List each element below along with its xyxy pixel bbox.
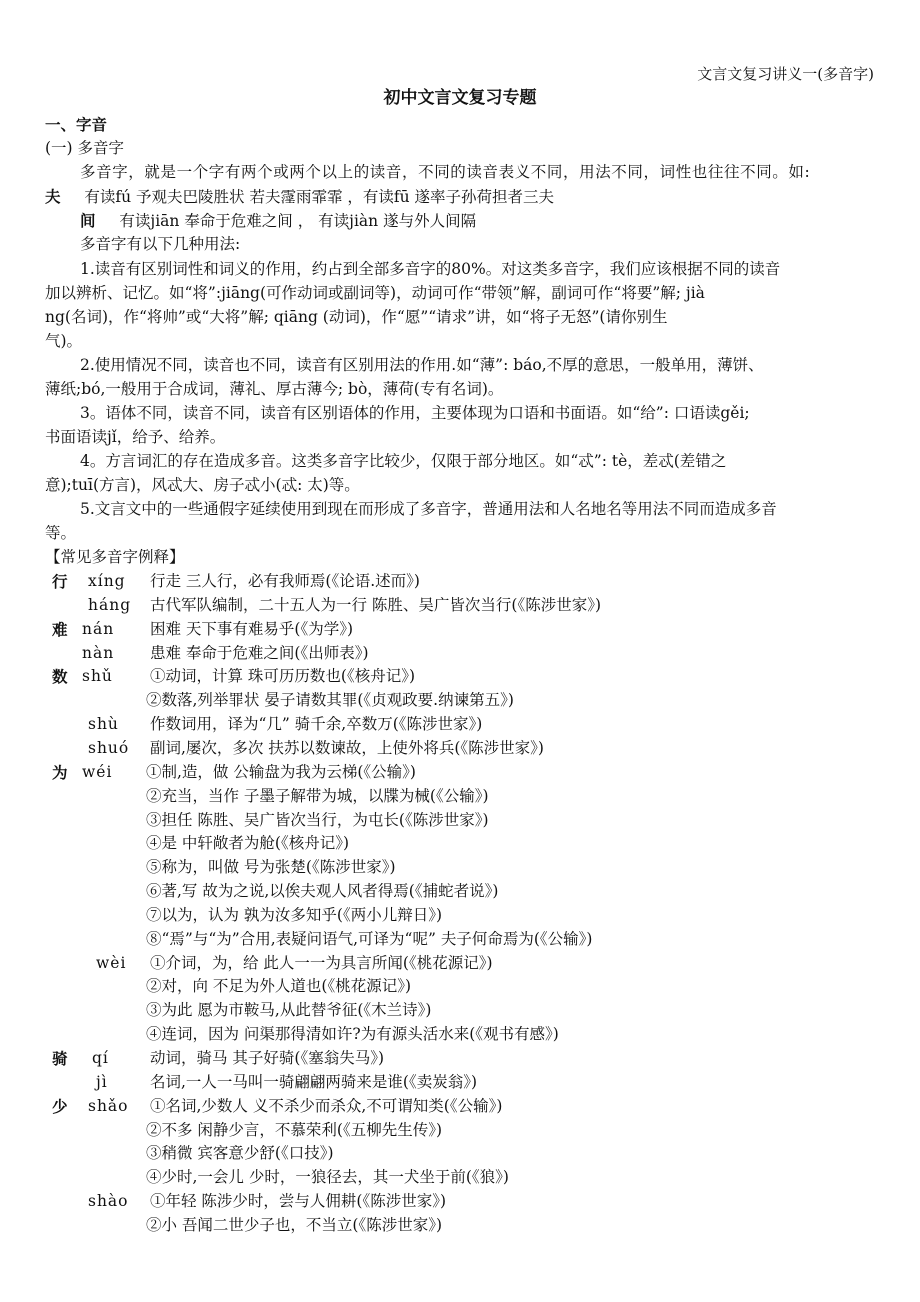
usage-line: ng(名词)，作“将帅”或“大将”解; qiāng (动词)，作“愿”“请求”讲，如“将子无怒”(请你别生 bbox=[45, 308, 668, 326]
example-char: 少 bbox=[52, 1096, 68, 1116]
usage-line: 加以辨析、记忆。如“将”:jiāng(可作动词或副词等)，动词可作“带领”解，副词可作“将要”解; jià bbox=[45, 284, 705, 302]
example-text: ⑧“焉”与“为”合用,表疑问语气,可译为“呢” 夫子何命焉为(《公输》) bbox=[146, 929, 593, 948]
intro-example-line bbox=[45, 185, 554, 209]
example-text: ①介词，为，给 此人一一为具言所闻(《桃花源记》) bbox=[150, 953, 493, 972]
example-text: ①名词,少数人 义不杀少而杀众,不可谓知类(《公输》) bbox=[150, 1096, 503, 1115]
usage-line: 2.使用情况不同，读音也不同，读音有区别用法的作用.如“薄”: báo,不厚的意思，一般单用，薄饼、 bbox=[80, 356, 764, 374]
intro-paragraph: 多音字有以下几种用法: bbox=[80, 235, 241, 253]
examples-heading: 【常见多音字例释】 bbox=[45, 548, 185, 566]
example-pinyin: jì bbox=[96, 1072, 108, 1091]
intro-example-char: 间 bbox=[80, 211, 96, 230]
example-text: ⑥著,写 故为之说,以俟夫观人风者得焉(《捕蛇者说》) bbox=[146, 882, 499, 901]
example-text: 动词，骑马 其子好骑(《塞翁失马》) bbox=[150, 1049, 385, 1067]
example-text: 行走 三人行，必有我师焉(《论语.述而》) bbox=[150, 572, 420, 590]
example-text: ①年轻 陈涉少时，尝与人佣耕(《陈涉世家》) bbox=[150, 1192, 447, 1211]
document-title: 初中文言文复习专题 bbox=[383, 88, 537, 108]
example-pinyin: qí bbox=[92, 1049, 109, 1067]
example-pinyin: shǔ bbox=[82, 667, 113, 686]
example-pinyin: shù bbox=[88, 715, 119, 734]
example-char: 骑 bbox=[52, 1049, 68, 1068]
example-text: ②不多 闲静少言，不慕荣利(《五柳先生传》) bbox=[146, 1120, 443, 1139]
example-text: ①动词，计算 珠可历历数也(《核舟记》) bbox=[150, 667, 416, 686]
example-text: 名词,一人一马叫一骑翩翩两骑来是谁(《卖炭翁》) bbox=[150, 1072, 478, 1091]
usage-line: 1.读音有区别词性和词义的作用，约占到全部多音字的80%。对这类多音字，我们应该根据不同的读音 bbox=[80, 260, 781, 278]
usage-line: 气)。 bbox=[45, 332, 83, 350]
usage-line: 意);tuī(方言)，风忒大、房子忒小(忒: 太)等。 bbox=[45, 476, 360, 494]
intro-example-text: 有读jiān 奉命于危难之间 ， 有读jiàn 遂与外人间隔 bbox=[119, 212, 477, 230]
example-text: 副词,屡次，多次 扶苏以数谏故，上使外将兵(《陈涉世家》) bbox=[150, 738, 544, 757]
example-pinyin: shuó bbox=[88, 738, 130, 757]
example-pinyin: wèi bbox=[96, 953, 127, 972]
example-text: ④是 中轩敞者为舱(《核舟记》) bbox=[146, 834, 350, 853]
example-text: 困难 天下事有难易乎(《为学》) bbox=[150, 619, 354, 638]
example-pinyin: shǎo bbox=[88, 1096, 129, 1115]
example-text: ④少时,一会儿 少时，一狼径去，其一犬坐于前(《狼》) bbox=[146, 1168, 509, 1187]
example-text: ②对，向 不足为外人道也(《桃花源记》) bbox=[146, 977, 412, 996]
subsection-heading: (一) 多音字 bbox=[45, 139, 125, 157]
example-char: 为 bbox=[52, 762, 68, 782]
example-text: ③为此 愿为市鞍马,从此替爷征(《木兰诗》) bbox=[146, 1001, 432, 1020]
usage-line: 等。 bbox=[45, 524, 77, 542]
intro-paragraph: 多音字，就是一个字有两个或两个以上的读音，不同的读音表义不同，用法不同，词性也往往不同。如: bbox=[80, 163, 811, 181]
example-pinyin: nàn bbox=[82, 643, 115, 662]
section-heading: 一、字音 bbox=[45, 115, 108, 134]
usage-line: 4。方言词汇的存在造成多音。这类多音字比较少，仅限于部分地区。如“忒”: tè，差忒(差错之 bbox=[80, 452, 727, 470]
example-text: ⑤称为，叫做 号为张楚(《陈涉世家》) bbox=[146, 858, 396, 877]
example-text: 古代军队编制，二十五人为一行 陈胜、吴广皆次当行(《陈涉世家》) bbox=[150, 595, 602, 614]
usage-line: 薄纸;bó,一般用于合成词，薄礼、厚古薄今; bò，薄荷(专有名词)。 bbox=[45, 380, 504, 398]
example-pinyin: shào bbox=[88, 1192, 129, 1211]
example-text: ②充当，当作 子墨子解带为城，以牒为械(《公输》) bbox=[146, 786, 489, 805]
example-char: 数 bbox=[52, 667, 68, 687]
example-text: ③担任 陈胜、吴广皆次当行，为屯长(《陈涉世家》) bbox=[146, 810, 489, 829]
example-text: ⑦以为，认为 孰为汝多知乎(《两小儿辩日》) bbox=[146, 905, 443, 924]
example-pinyin: wéi bbox=[82, 762, 113, 781]
example-pinyin: xíng bbox=[88, 572, 126, 590]
usage-line: 3。语体不同，读音不同，读音有区别语体的作用，主要体现为口语和书面语。如“给”: 口语读gěi; bbox=[80, 404, 750, 422]
intro-example-text: 有读fú 予观夫巴陵胜状 若夫霪雨霏霏 ，有读fū 遂率子孙荷担者三夫 bbox=[84, 188, 555, 206]
example-text: 患难 奉命于危难之间(《出师表》) bbox=[150, 643, 369, 662]
example-char: 难 bbox=[52, 619, 68, 639]
example-char: 行 bbox=[52, 572, 68, 591]
intro-example-line bbox=[80, 209, 476, 233]
example-text: ①制,造，做 公输盘为我为云梯(《公输》) bbox=[146, 762, 416, 781]
example-text: ③稍微 宾客意少舒(《口技》) bbox=[146, 1144, 334, 1163]
usage-line: 书面语读jǐ，给予、给养。 bbox=[45, 428, 226, 446]
example-text: ④连词，因为 问渠那得清如许?为有源头活水来(《观书有感》) bbox=[146, 1025, 559, 1044]
example-pinyin: nán bbox=[82, 619, 115, 638]
running-header: 文言文复习讲义一(多音字) bbox=[697, 65, 874, 83]
example-pinyin: háng bbox=[88, 595, 132, 614]
example-text: ②小 吾闻二世少子也，不当立(《陈涉世家》) bbox=[146, 1215, 443, 1234]
usage-line: 5.文言文中的一些通假字延续使用到现在而形成了多音字，普通用法和人名地名等用法不同而造成多音 bbox=[80, 500, 777, 518]
example-text: 作数词用，译为“几” 骑千余,卒数万(《陈涉世家》) bbox=[150, 715, 483, 734]
example-text: ②数落,列举罪状 晏子请数其罪(《贞观政要.纳谏第五》) bbox=[146, 691, 514, 710]
intro-example-char: 夫 bbox=[45, 187, 61, 206]
